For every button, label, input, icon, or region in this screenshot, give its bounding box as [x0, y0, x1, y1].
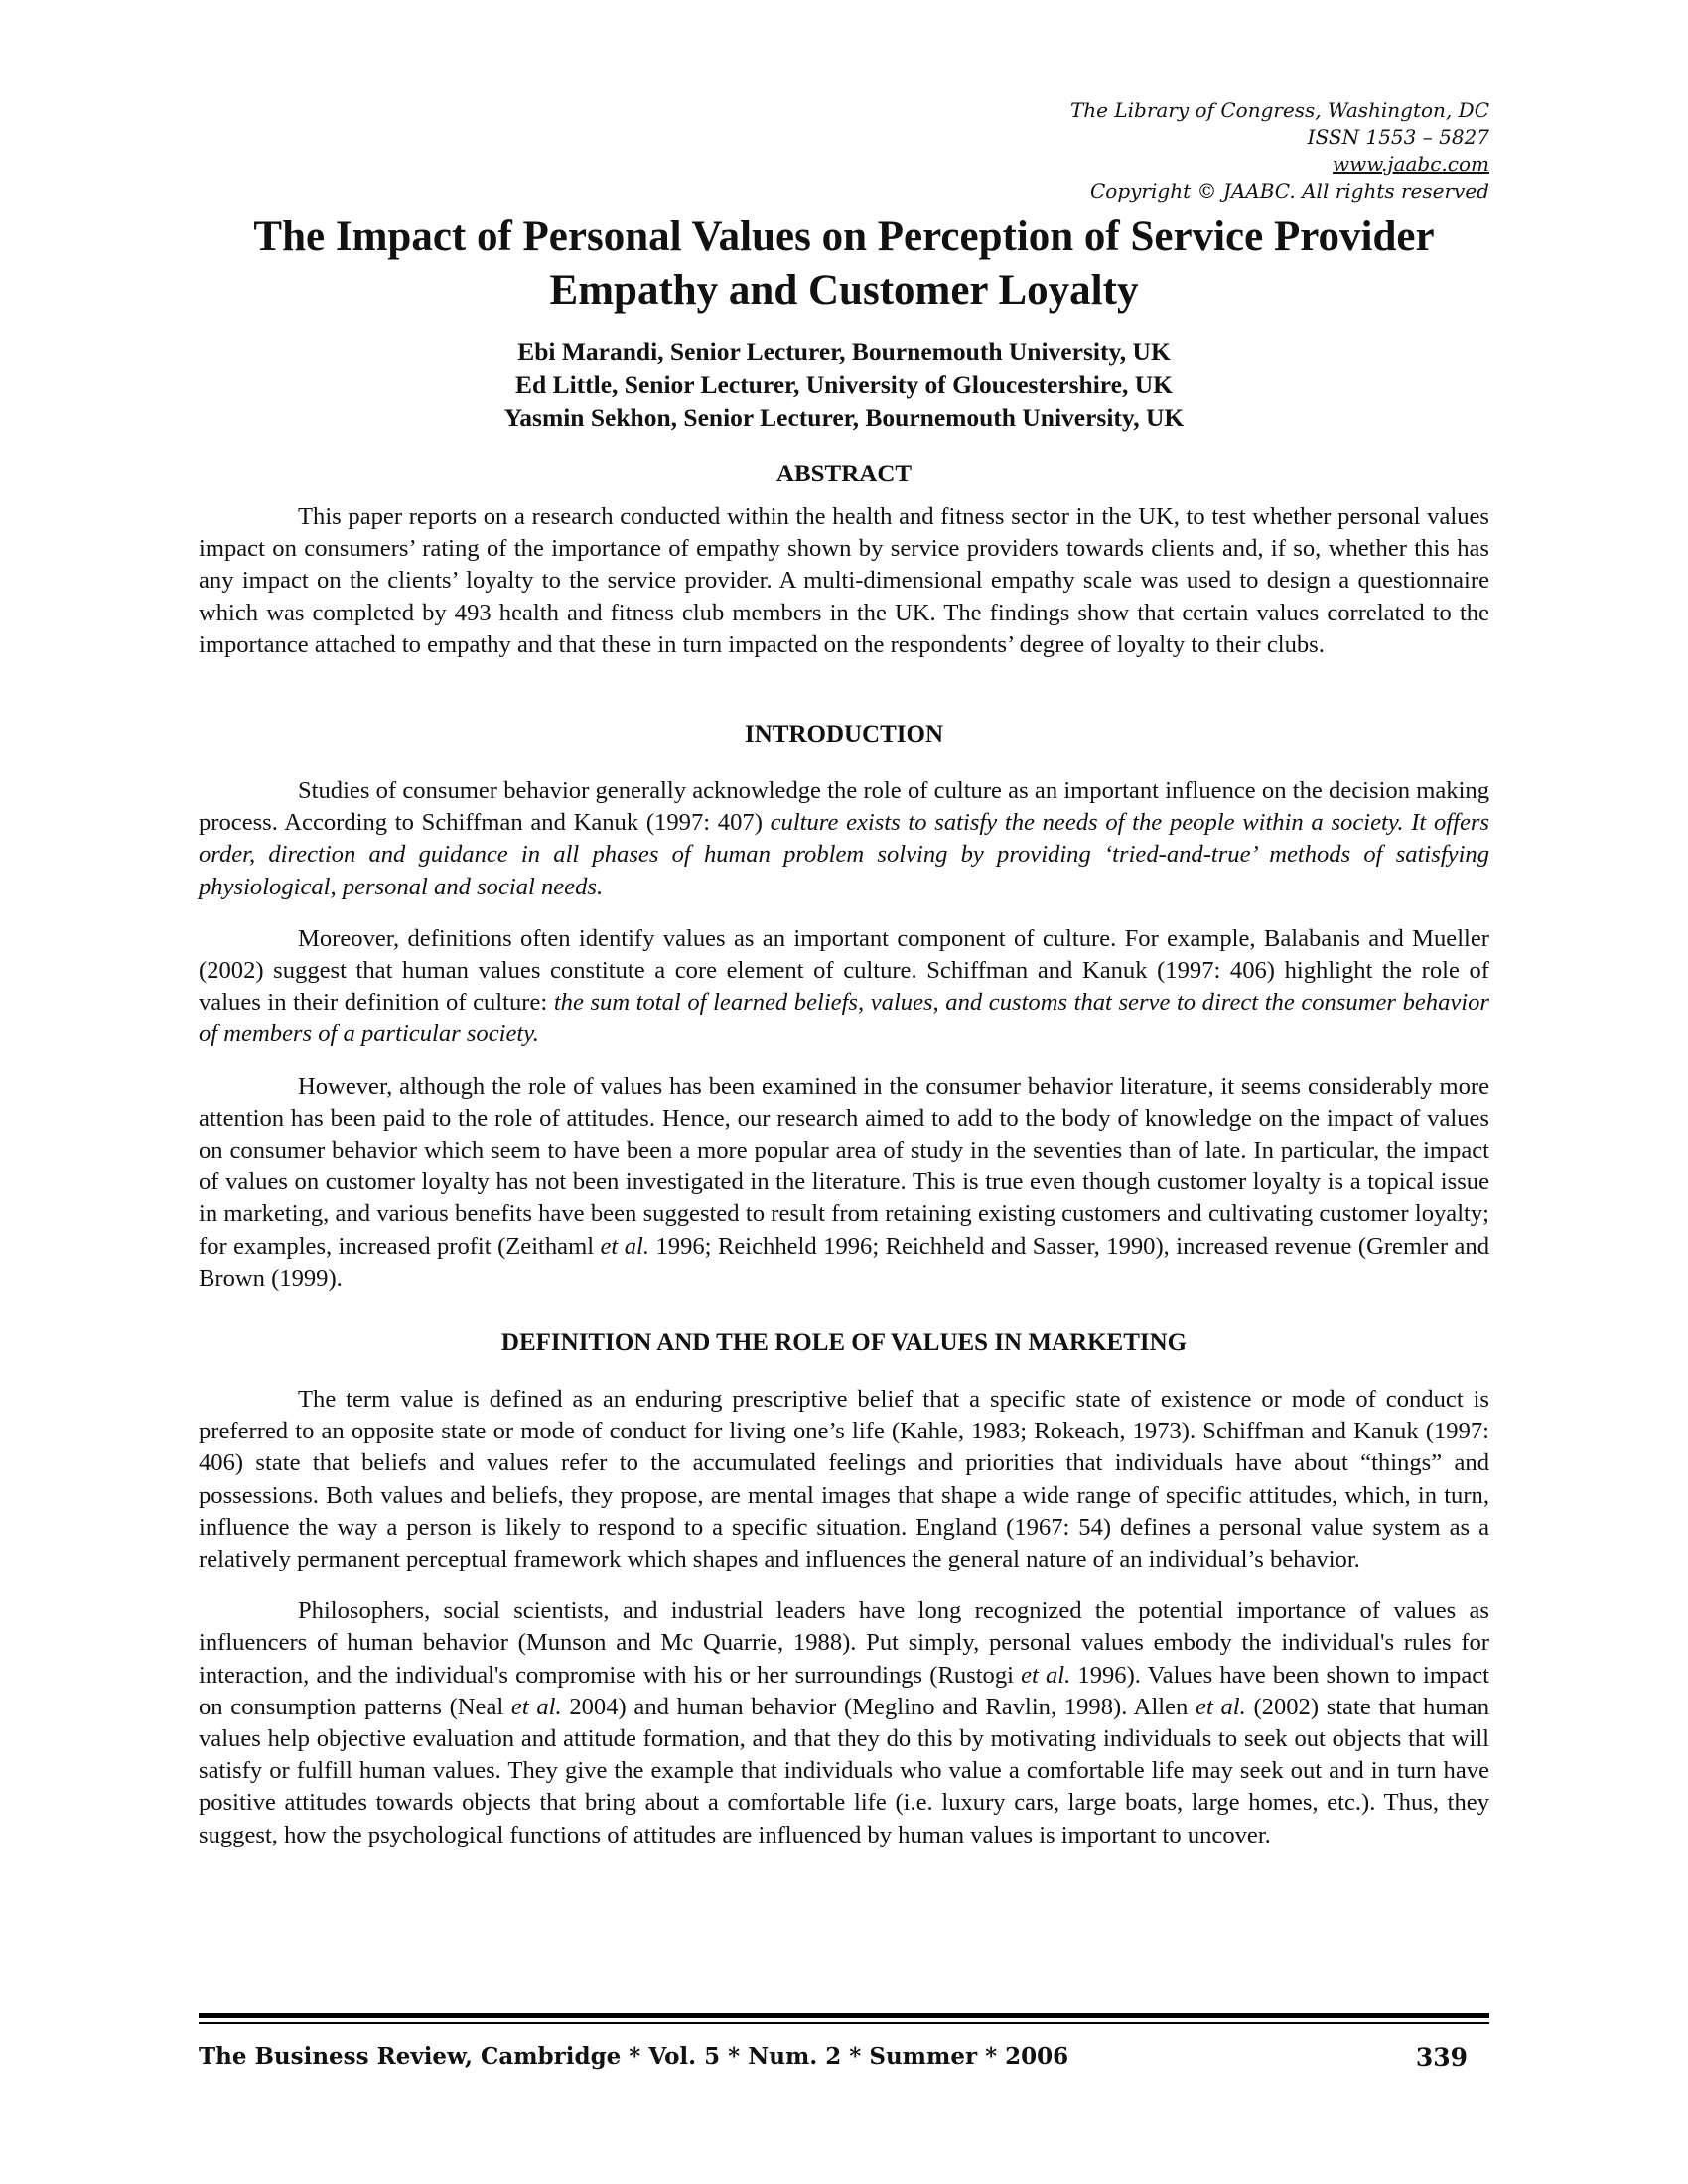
intro-p1-text: Studies of consumer behavior generally acknowledge the role of culture as an important influence on the decision making process. According to Schiffman and Kanuk (1997: 407)	[199, 777, 1489, 837]
footer-divider-thick	[199, 2013, 1489, 2018]
masthead-library: The Library of Congress, Washington, DC	[1069, 98, 1489, 122]
def-p2-text-c: 2004) and human behavior (Meglino and Ravlin, 1998). Allen	[561, 1693, 1196, 1720]
author-3: Yasmin Sekhon, Senior Lecturer, Bournemouth University, UK	[503, 403, 1185, 432]
intro-p2-quote: the sum total of learned beliefs, values, and customs that serve to direct the consumer behavior of members of a particular society.	[199, 989, 1489, 1048]
paper-title-line-2: Empathy and Customer Loyalty	[549, 267, 1139, 314]
def-p2-etal-1: et al.	[1021, 1661, 1071, 1689]
intro-p3-text-a: However, although the role of values has been examined in the consumer behavior literature, it seems considerably more attention has been paid to the role of attitudes. Hence, our research aimed to add to the body of knowledge on the impact of values on consumer behavior which seem to have been a more popular area of study in the seventies than of late. In particular, the impact of values on customer loyalty has not been investigated in the literature. This is true even though customer loyalty is a topical issue in marketing, and various benefits have been suggested to result from retaining existing customers and cultivating customer loyalty; for examples, increased profit (Zeithaml	[199, 1072, 1489, 1260]
definition-heading: DEFINITION AND THE ROLE OF VALUES IN MARKETING	[500, 1329, 1188, 1356]
def-p2-text-b: 1996). Values have been shown to impact on consumption patterns (Neal	[199, 1661, 1489, 1720]
author-1: Ebi Marandi, Senior Lecturer, Bournemouth University, UK	[517, 338, 1171, 366]
footer-journal-citation: The Business Review, Cambridge * Vol. 5 * Num. 2 * Summer * 2006	[199, 2043, 1069, 2070]
intro-paragraph-1	[199, 775, 1489, 903]
page-number: 339	[1415, 2043, 1468, 2072]
masthead-url-link[interactable]: www.jaabc.com	[1333, 152, 1489, 176]
paper-title-line-1: The Impact of Personal Values on Perception of Service Provider	[253, 213, 1435, 260]
intro-p3-text-b: 1996; Reichheld 1996; Reichheld and Sasser, 1990), increased revenue (Gremler and Brown (1999).	[199, 1232, 1489, 1292]
author-2: Ed Little, Senior Lecturer, University of Gloucestershire, UK	[515, 370, 1173, 399]
footer-divider-thin	[199, 2022, 1489, 2024]
def-p2-text-a: Philosophers, social scientists, and industrial leaders have long recognized the potential importance of values as influencers of human behavior (Munson and Mc Quarrie, 1988). Put simply, personal values embody the individual's rules for interaction, and the individual's compromise with his or her surroundings (Rustogi	[199, 1597, 1489, 1689]
intro-p2-text: Moreover, definitions often identify values as an important component of culture. For example, Balabanis and Mueller (2002) suggest that human values constitute a core element of culture. Schiffman and Kanuk (1997: 406) highlight the role of values in their definition of culture:	[199, 924, 1489, 1017]
author-list	[199, 336, 1489, 434]
def-p2-text-d: (2002) state that human values help objective evaluation and attitude formation, and that they do this by motivating individuals to seek out objects that will satisfy or fulfill human values. They give the example that individuals who value a comfortable life may seek out and in turn have positive attitudes towards objects that bring about a comfortable life (i.e. luxury cars, large boats, large homes, etc.). Thus, they suggest, how the psychological functions of attitudes are influenced by human values is important to uncover.	[199, 1693, 1489, 1848]
masthead	[1070, 97, 1489, 205]
intro-paragraph-3	[199, 1071, 1489, 1295]
definition-paragraph-1: The term value is defined as an enduring prescriptive belief that a specific state of existence or mode of conduct is preferred to an opposite state or mode of conduct for living one’s life (Kahle, 1983; Rokeach, 1973). Schiffman and Kanuk (1997: 406) state that beliefs and values refer to the accumulated feelings and priorities that individuals have about “things” and possessions. Both values and beliefs, they propose, are mental images that shape a wide range of specific attitudes, which, in turn, influence the way a person is likely to respond to a specific situation. England (1967: 54) defines a personal value system as a relatively permanent perceptual framework which shapes and influences the general nature of an individual’s behavior.	[199, 1386, 1489, 1573]
masthead-copyright: Copyright © JAABC. All rights reserved	[1089, 179, 1489, 203]
introduction-heading: INTRODUCTION	[744, 721, 944, 748]
abstract-paragraph: This paper reports on a research conducted within the health and fitness sector in the UK, to test whether personal values impact on consumers’ rating of the importance of empathy shown by service providers towards clients and, if so, whether this has any impact on the clients’ loyalty to the service provider. A multi-dimensional empathy scale was used to design a questionnaire which was completed by 493 health and fitness club members in the UK. The findings show that certain values correlated to the importance attached to empathy and that these in turn impacted on the respondents’ degree of loyalty to their clubs.	[199, 503, 1489, 658]
definition-paragraph-2	[199, 1595, 1489, 1851]
abstract-heading: ABSTRACT	[775, 461, 913, 487]
intro-paragraph-2	[199, 923, 1489, 1051]
definition-body	[199, 1384, 1489, 1871]
def-p2-etal-2: et al.	[510, 1693, 562, 1720]
intro-p3-etal: et al.	[600, 1232, 650, 1260]
paper-title	[149, 210, 1539, 318]
def-p2-etal-3: et al.	[1196, 1693, 1246, 1720]
intro-p1-quote: culture exists to satisfy the needs of the people within a society. It offers order, direction and guidance in all phases of human problem solving by providing ‘tried-and-true’ methods of satisfying physiological, personal and social needs.	[199, 809, 1490, 900]
masthead-issn: ISSN 1553 – 5827	[1307, 125, 1489, 149]
introduction-body	[199, 775, 1489, 1314]
abstract-body	[199, 501, 1489, 681]
